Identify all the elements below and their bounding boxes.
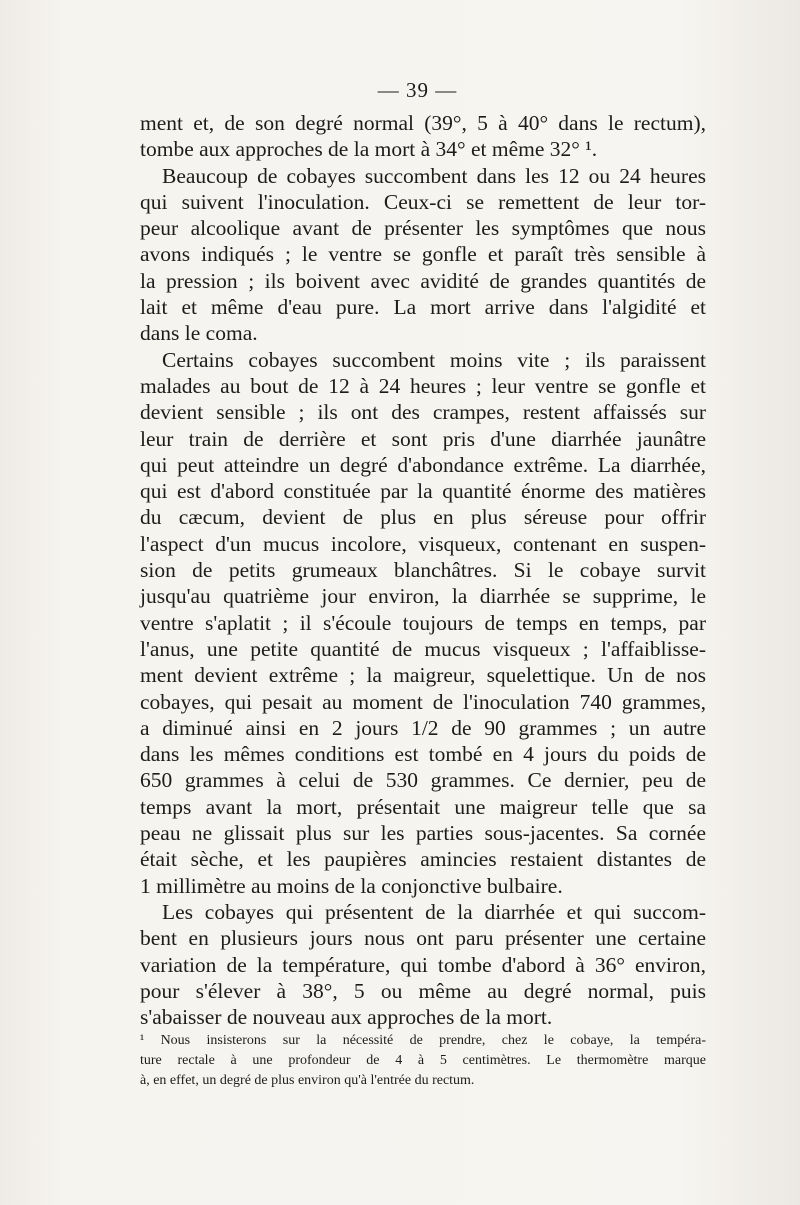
text-line: lait et même d'eau pure. La mort arrive dans l'algidité et: [140, 295, 706, 320]
text-line: était sèche, et les paupières amincies restaient distantes de: [140, 847, 706, 872]
text-line: ment et, de son degré normal (39°, 5 à 40° dans le rectum),: [140, 111, 706, 135]
paragraph: [140, 163, 706, 347]
text-line: 1 millimètre au moins de la conjonctive bulbaire.: [140, 873, 563, 898]
text-line: variation de la température, qui tombe d'abord à 36° environ,: [140, 952, 706, 977]
text-line: a diminué ainsi en 2 jours 1/2 de 90 grammes ; un autre: [140, 715, 706, 740]
text-line: la pression ; ils boivent avec avidité de grandes quantités de: [140, 268, 706, 293]
text-line: devient sensible ; ils ont des crampes, restent affaissés sur: [140, 400, 706, 425]
text-line: Beaucoup de cobayes succombent dans les 12 ou 24 heures: [162, 163, 706, 188]
text-line: 650 grammes à celui de 530 grammes. Ce dernier, peu de: [140, 768, 706, 793]
text-line: cobayes, qui pesait au moment de l'inoculation 740 grammes,: [140, 689, 706, 714]
text-line: qui suivent l'inoculation. Ceux-ci se remettent de leur tor-: [140, 189, 706, 214]
text-line: dans les mêmes conditions est tombé en 4 jours du poids de: [140, 742, 706, 767]
text-line: ment devient extrême ; la maigreur, squelettique. Un de nos: [140, 663, 706, 688]
text-line: jusqu'au quatrième jour environ, la diarrhée se supprime, le: [140, 584, 706, 609]
body-text: [140, 110, 706, 1030]
paragraph: [140, 347, 706, 899]
text-line: bent en plusieurs jours nous ont paru présenter une certaine: [140, 926, 706, 951]
text-line: temps avant la mort, présentait une maigreur telle que sa: [140, 794, 706, 819]
text-line: ventre s'aplatit ; il s'écoule toujours de temps en temps, par: [140, 610, 706, 635]
page-number: — 39 —: [377, 78, 458, 102]
text-line: tombe aux approches de la mort à 34° et même 32° ¹.: [140, 137, 598, 162]
text-line: pour s'élever à 38°, 5 ou même au degré normal, puis: [140, 978, 706, 1003]
footnote-line: ture rectale à une profondeur de 4 à 5 centimètres. Le thermomètre marque: [140, 1053, 706, 1068]
text-line: du cæcum, devient de plus en plus séreuse pour offrir: [140, 505, 706, 530]
text-line: qui est d'abord constituée par la quantité énorme des matières: [140, 479, 706, 504]
paragraph: [140, 899, 706, 1030]
text-line: sion de petits grumeaux blanchâtres. Si le cobaye survit: [140, 558, 706, 583]
text-line: Les cobayes qui présentent de la diarrhée et qui succom-: [162, 899, 706, 924]
footnote: [140, 1031, 706, 1091]
text-line: malades au bout de 12 à 24 heures ; leur ventre se gonfle et: [140, 373, 706, 398]
text-line: avons indiqués ; le ventre se gonfle et paraît très sensible à: [140, 242, 706, 267]
text-line: l'aspect d'un mucus incolore, visqueux, contenant en suspen-: [140, 531, 706, 556]
text-line: leur train de derrière et sont pris d'une diarrhée jaunâtre: [140, 426, 706, 451]
text-line: qui peut atteindre un degré d'abondance extrême. La diarrhée,: [140, 452, 706, 477]
text-line: Certains cobayes succombent moins vite ; ils paraissent: [162, 347, 706, 372]
text-line: peur alcoolique avant de présenter les symptômes que nous: [140, 216, 706, 241]
text-line: dans le coma.: [140, 321, 258, 346]
text-line: peau ne glissait plus sur les parties sous-jacentes. Sa cornée: [140, 821, 706, 846]
paragraph: [140, 110, 706, 163]
text-line: l'anus, une petite quantité de mucus visqueux ; l'affaiblisse-: [140, 636, 706, 661]
text-line: s'abaisser de nouveau aux approches de la mort.: [140, 1005, 553, 1030]
footnote-line: à, en effet, un degré de plus environ qu'à l'entrée du rectum.: [140, 1073, 475, 1088]
footnote-line: ¹ Nous insisterons sur la nécessité de prendre, chez le cobaye, la tempéra-: [140, 1033, 706, 1048]
